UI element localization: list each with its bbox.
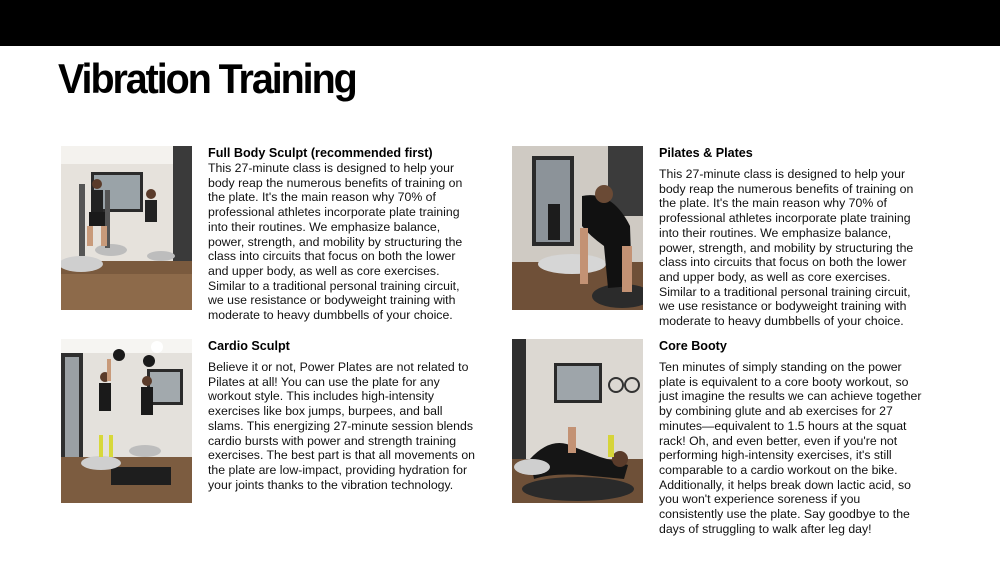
top-header-bar: [0, 0, 1000, 46]
pilates-plates-title: Pilates & Plates: [659, 146, 753, 160]
pilates-plates-description: This 27-minute class is designed to help your body reap the numerous benefits of training on the plate. It's the main reason why 70% of professional athletes incorporate plate training into their routines. We emphasize balance, power, strength, and mobility by structuring the class into circuits that focus on both the lower and upper body, as well as core exercises. Similar to a traditional personal training circuit, we use resistance or bodyweight training with moderate to heavy dumbbells of your choice.: [659, 167, 914, 329]
pilates-plates-text: [659, 146, 927, 329]
full-body-sculpt-text: [208, 146, 476, 323]
cardio-sculpt-title: Cardio Sculpt: [208, 339, 290, 353]
cardio-sculpt-photo: [61, 339, 192, 503]
core-booty-title: Core Booty: [659, 339, 727, 353]
core-booty-photo: [512, 339, 643, 503]
full-body-sculpt-title: Full Body Sculpt (recommended first): [208, 146, 433, 160]
cardio-sculpt-text: [208, 339, 476, 492]
core-booty-text: [659, 339, 927, 536]
full-body-sculpt-description: This 27-minute class is designed to help your body reap the numerous benefits of training on the plate. It's the main reason why 70% of professional athletes incorporate plate training into their routines. We emphasize balance, power, strength, and mobility by structuring the class into circuits that focus on both the lower and upper body, as well as core exercises. Similar to a traditional personal training circuit, we use resistance or bodyweight training with moderate to heavy dumbbells of your choice.: [208, 161, 463, 323]
pilates-plates-photo: [512, 146, 643, 310]
full-body-sculpt-photo: [61, 146, 192, 310]
core-booty-description: Ten minutes of simply standing on the power plate is equivalent to a core booty workout, so just imagine the results we can achieve together by combining glute and ab exercises for 27 minutes—equivalent to 1.5 hours at the squat rack! Oh, and even better, even if you're not performing high-intensity exercises, it's still comparable to a cardio workout on the bike. Additionally, it helps break down lactic acid, so you won't experience soreness if you consistently use the plate. Say goodbye to the days of struggling to walk after leg day!: [659, 360, 922, 536]
page-title: Vibration Training: [58, 55, 356, 102]
cardio-sculpt-description: Believe it or not, Power Plates are not related to Pilates at all! You can use the plate for any workout style. This includes high-intensity exercises like box jumps, burpees, and ball slams. This energizing 27-minute session blends cardio bursts with power and strength training exercises. The best part is that all movements on the plate are low-impact, providing hydration for your joints thanks to the vibration technology.: [208, 360, 476, 492]
